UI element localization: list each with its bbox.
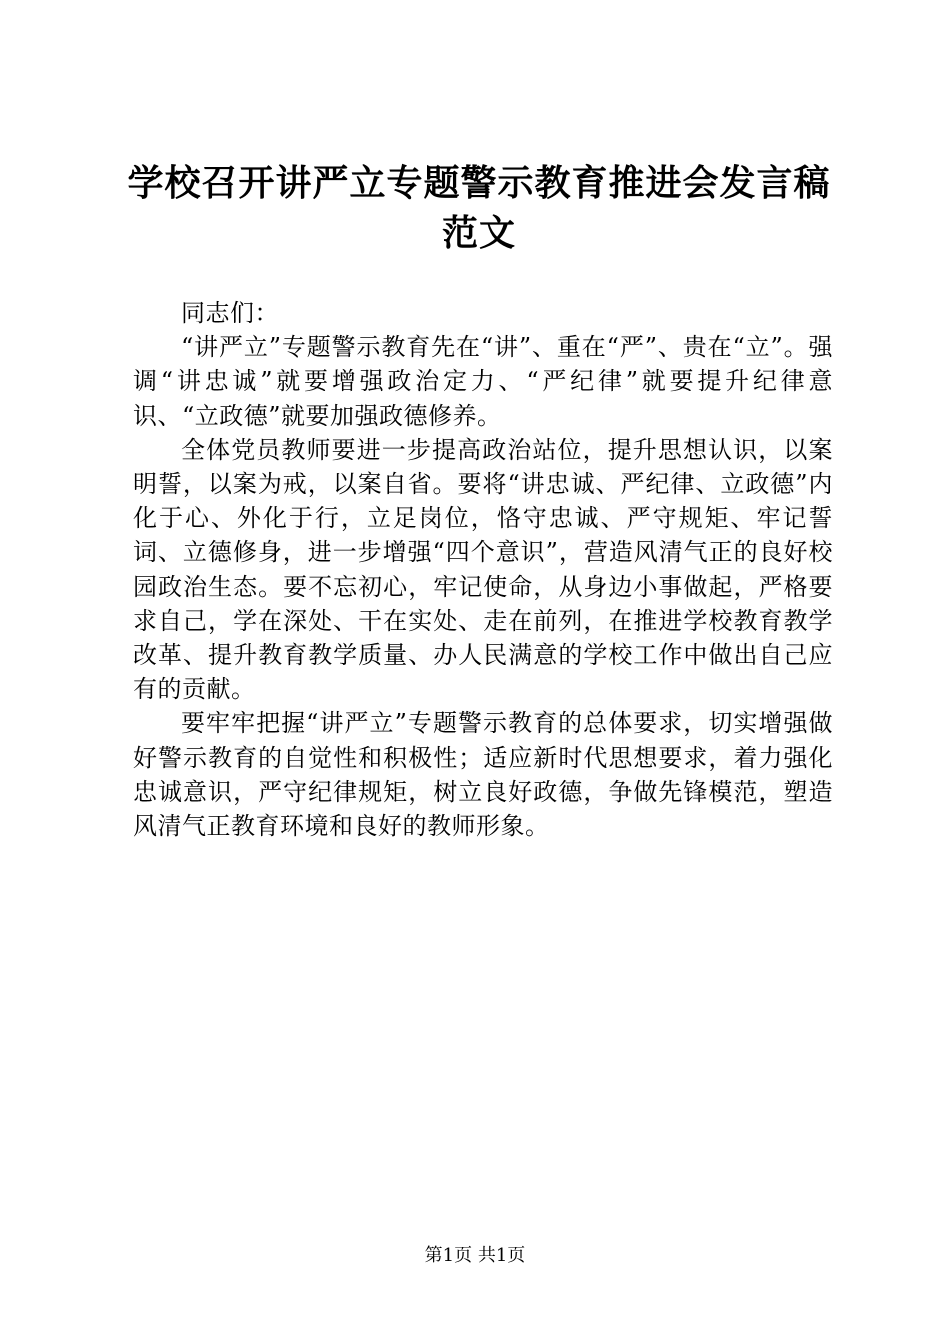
salutation: 同志们： (181, 299, 279, 327)
document-title: 学校召开讲严立专题警示教育推进会发言稿范文 (127, 162, 831, 254)
paragraph-3: 要牢牢把握“讲严立”专题警示教育的总体要求，切实增强做好警示教育的自觉性和积极性；适应新时代思想要求，着力强化忠诚意识，严守纪律规矩，树立良好政德，争做先锋模范，塑造风清气正教育环境和良好的教师形象。 (133, 709, 833, 841)
paragraph-2: 全体党员教师要进一步提高政治站位，提升思想认识，以案明誓，以案为戒，以案自省。要将“讲忠诚、严纪律、立政德”内化于心、外化于行，立足岗位，恪守忠诚、严守规矩、牢记誓词、立德修身，进一步增强“四个意识”，营造风清气正的良好校园政治生态。要不忘初心，牢记使命，从身边小事做起，严格要求自己，学在深处、干在实处、走在前列，在推进学校教育教学改革、提升教育教学质量、办人民满意的学校工作中做出自己应有的贡献。 (133, 435, 833, 704)
page-footer: 第1页 共1页 (424, 1245, 526, 1266)
document-body (133, 296, 833, 843)
paragraph-1: “讲严立”专题警示教育先在“讲”、重在“严”、贵在“立”。强调“讲忠诚”就要增强政治定力、“严纪律”就要提升纪律意识、“立政德”就要加强政德修养。 (133, 333, 833, 430)
